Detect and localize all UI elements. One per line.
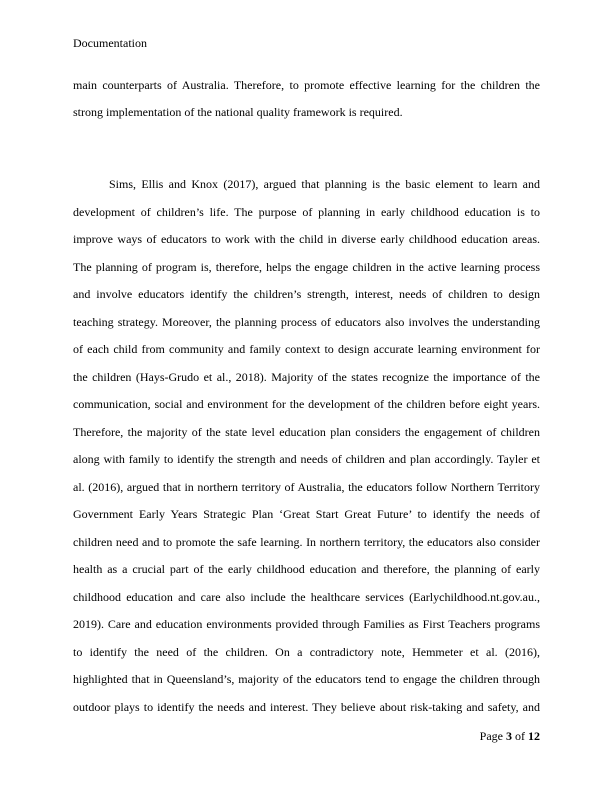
text-line: along with family to identify the strength and needs of children and plan accordingly. Tayler et xyxy=(73,452,540,466)
text-line: Therefore, the majority of the state level education plan considers the engagement of children xyxy=(73,425,540,439)
text-line: communication, social and environment for the development of the children before eight years. xyxy=(73,397,540,411)
of-label: of xyxy=(515,729,525,743)
text-line: Sims, Ellis and Knox (2017), argued that planning is the basic element to learn and xyxy=(109,177,540,191)
text-line: strong implementation of the national quality framework is required. xyxy=(73,105,403,119)
text-line: 2019). Care and education environments provided through Families as First Teachers programs xyxy=(73,617,540,631)
page-label: Page xyxy=(479,729,503,743)
text-line: to identify the need of the children. On a contradictory note, Hemmeter et al. (2016), xyxy=(73,645,540,659)
current-page-number: 3 xyxy=(506,729,512,743)
text-line: childhood education and care also include the healthcare services (Earlychildhood.nt.gov.au., xyxy=(73,590,540,604)
text-line: development of children’s life. The purpose of planning in early childhood education is to xyxy=(73,205,540,219)
text-line: teaching strategy. Moreover, the planning process of educators also involves the understanding xyxy=(73,315,540,329)
text-line: of each child from community and family context to design accurate learning environment for xyxy=(73,342,540,356)
text-line: The planning of program is, therefore, helps the engage children in the active learning process xyxy=(73,260,540,274)
text-line: outdoor plays to identify the needs and interest. They believe about risk-taking and safety, and xyxy=(73,700,540,714)
total-pages-number: 12 xyxy=(528,729,540,743)
text-line: main counterparts of Australia. Therefore, to promote effective learning for the children the xyxy=(73,78,540,92)
page-header-title: Documentation xyxy=(73,36,147,50)
text-line: Government Early Years Strategic Plan ‘Great Start Great Future’ to identify the needs of xyxy=(73,507,540,521)
text-line: improve ways of educators to work with the child in diverse early childhood education areas. xyxy=(73,232,540,246)
page-number-footer xyxy=(480,729,540,743)
text-line: health as a crucial part of the early childhood education and therefore, the planning of early xyxy=(73,562,540,576)
text-line: al. (2016), argued that in northern territory of Australia, the educators follow Northern Territory xyxy=(73,480,540,494)
text-line: the children (Hays-Grudo et al., 2018). Majority of the states recognize the importance of the xyxy=(73,370,540,384)
text-line: highlighted that in Queensland’s, majority of the educators tend to engage the children through xyxy=(73,672,540,686)
text-line: and involve educators identify the children’s strength, interest, needs of children to design xyxy=(73,287,540,301)
text-line: children need and to promote the safe learning. In northern territory, the educators also consider xyxy=(73,535,540,549)
